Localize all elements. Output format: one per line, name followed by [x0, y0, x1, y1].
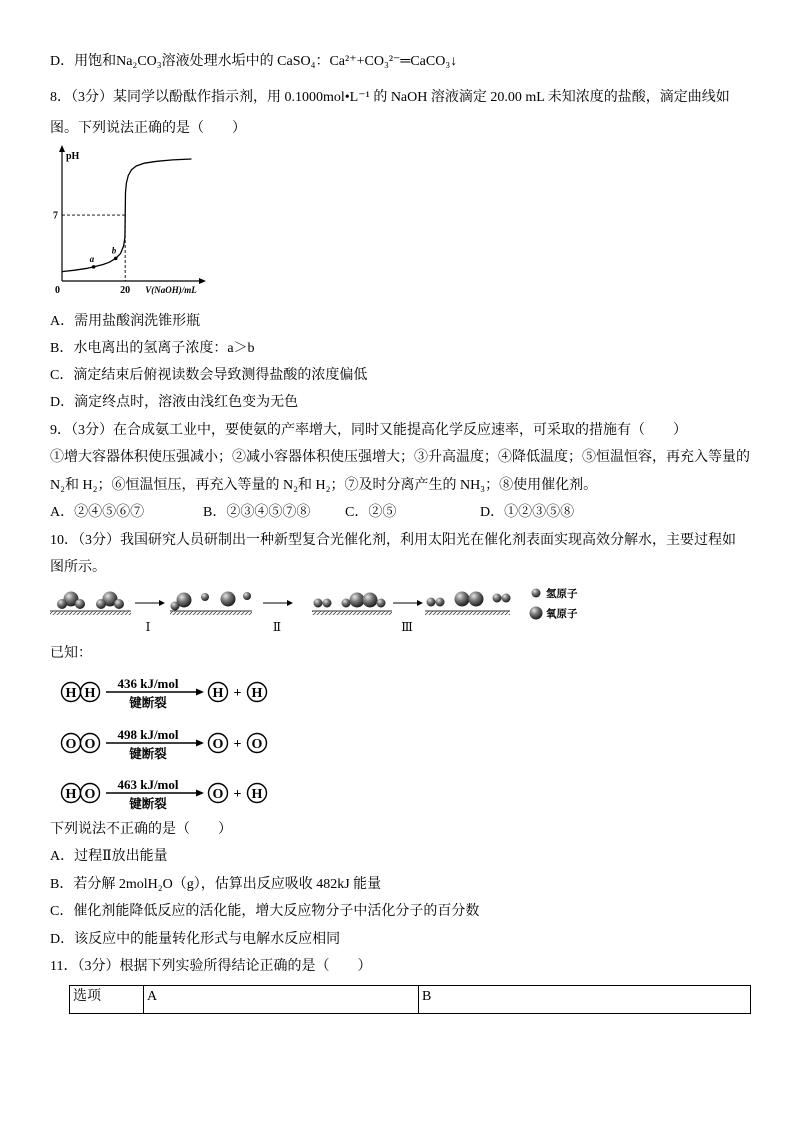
y-axis-label: pH [66, 151, 80, 162]
hydrogen-atom [323, 599, 332, 608]
x-tick-label: 0 [55, 285, 60, 296]
q10-stem-line2: 图所示。 [50, 560, 106, 575]
water-molecule-1 [57, 592, 85, 610]
bond-energy-value: 436 kJ/mol [117, 676, 179, 691]
data-point-label-a: a [89, 253, 95, 264]
process-arrow-3 [393, 600, 423, 606]
oxygen-atom [221, 592, 236, 607]
plus-sign: + [233, 787, 242, 802]
y-tick-label: 7 [53, 210, 58, 222]
y-axis-arrow [59, 145, 65, 152]
hydrogen-atom [96, 599, 106, 609]
atom-letter: H [84, 686, 96, 701]
water-molecule-2 [96, 592, 124, 610]
q10-question: 下列说法不正确的是（ ） [50, 822, 232, 837]
legend-hydrogen-icon [532, 589, 541, 598]
x-axis-arrow [199, 278, 206, 284]
catalyst-surface-3 [312, 611, 392, 615]
q9-option-c: C．②⑤ [345, 505, 397, 520]
bond-row-h-o [62, 777, 267, 811]
hydrogen-atom [427, 598, 436, 607]
legend-hydrogen-label: 氢原子 [546, 589, 578, 600]
table-header-option: 选项 [70, 986, 144, 1013]
stage-2-atoms [171, 592, 252, 611]
atom-letter: H [251, 686, 263, 701]
oxygen-atom [350, 593, 365, 608]
hydrogen-atom [502, 594, 511, 603]
atom-letter: H [212, 686, 224, 701]
hydrogen-atom [314, 599, 323, 608]
hydrogen-atom [243, 592, 251, 600]
atom-letter: O [84, 737, 96, 752]
atom-letter: H [65, 686, 77, 701]
atom-letter: O [65, 737, 77, 752]
catalyst-surface-2 [170, 611, 252, 615]
stage-3-atoms [314, 593, 386, 608]
q9-option-a: A．②④⑤⑥⑦ [50, 505, 145, 520]
water-splitting-diagram [48, 583, 618, 635]
legend-oxygen-icon [530, 607, 543, 620]
oxygen-atom [455, 592, 470, 607]
legend-oxygen-label: 氧原子 [546, 609, 578, 620]
q8-stem-line1: 8．（3分）某同学以酚酞作指示剂，用 0.1000mol•L⁻¹ 的 NaOH 溶液滴定 20.00 mL 未知浓度的盐酸，滴定曲线如 [50, 90, 730, 105]
q9-measures-line2: N₂和 H₂；⑥恒温恒压，再充入等量的 N₂和 H₂；⑦及时分离产生的 NH₃；⑧使用催化剂。 [50, 478, 598, 493]
x-tick-label: 20 [120, 285, 131, 296]
stage-4-atoms [427, 592, 511, 607]
q8-stem-line2: 图。下列说法正确的是（ ） [50, 121, 246, 136]
table-header-a: A [144, 986, 419, 1013]
titration-curve-line [62, 159, 192, 272]
bond-energy-value: 463 kJ/mol [117, 777, 179, 792]
catalyst-surface-4 [425, 611, 510, 615]
arrow-head [196, 740, 204, 747]
hydrogen-atom [436, 598, 445, 607]
data-point-label-b: b [111, 245, 117, 256]
q8-option-b: B．水电离出的氢离子浓度：a＞b [50, 341, 255, 356]
atom-letter: O [251, 737, 263, 752]
q8-option-c: C．滴定结束后俯视读数会导致测得盐酸的浓度偏低 [50, 368, 368, 383]
bond-row-o-o [62, 727, 267, 761]
atom-letter: O [84, 787, 96, 802]
process-label-3: Ⅲ [401, 620, 413, 634]
hydrogen-atom [201, 593, 209, 601]
process-arrow-2 [263, 600, 293, 606]
q10-option-d: D．该反应中的能量转化形式与电解水反应相同 [50, 932, 341, 947]
bond-energy-value: 498 kJ/mol [117, 727, 179, 742]
q8-option-a: A．需用盐酸润洗锥形瓶 [50, 314, 201, 329]
catalyst-surface-1 [50, 611, 131, 615]
hydrogen-atom [114, 599, 124, 609]
q10-option-c: C．催化剂能降低反应的活化能，增大反应物分子中活化分子的百分数 [50, 904, 480, 919]
hydrogen-atom [75, 599, 85, 609]
process-arrow-1 [135, 600, 165, 606]
q10-option-b: B．若分解 2molH₂O（g），估算出反应吸收 482kJ 能量 [50, 877, 382, 892]
x-axis-label: V(NaOH)/mL [145, 285, 197, 295]
hydrogen-atom [493, 594, 502, 603]
q9-measures-line1: ①增大容器体积使压强减小；②减小容器体积使压强增大；③升高温度；④降低温度；⑤恒温恒容，再充入等量的 [50, 450, 750, 465]
atom-letter: H [65, 787, 77, 802]
hydrogen-atom [377, 599, 386, 608]
data-point-a [92, 265, 96, 269]
hydrogen-atom [342, 599, 351, 608]
plus-sign: + [233, 737, 242, 752]
table-header-b: B [422, 989, 432, 1004]
q9-option-b: B．②③④⑤⑦⑧ [203, 505, 311, 520]
q11-stem: 11．（3分）根据下列实验所得结论正确的是（ ） [50, 959, 372, 974]
atom-letter: O [212, 787, 224, 802]
bond-row-h-h [62, 676, 267, 710]
process-label-1: Ⅰ [145, 620, 151, 634]
q11-table [69, 985, 751, 1014]
process-label-2: Ⅱ [272, 620, 282, 634]
arrow-head [196, 790, 204, 797]
bond-caption: 键断裂 [129, 696, 167, 710]
q10-option-a: A．过程Ⅱ放出能量 [50, 849, 168, 864]
q10-stem-line1: 10．（3分）我国研究人员研制出一种新型复合光催化剂，利用太阳光在催化剂表面实现高效分解水，主要过程如 [50, 533, 736, 548]
q7-option-d: D．用饱和Na₂CO₃溶液处理水垢中的 CaSO₄：Ca²⁺+CO₃²⁻═CaCO₃↓ [50, 54, 458, 69]
titration-curve-chart [45, 140, 210, 300]
oxygen-atom [363, 593, 378, 608]
bond-energy-equations [55, 665, 290, 815]
q9-stem: 9．（3分）在合成氨工业中，要使氨的产率增大，同时又能提高化学反应速率，可采取的措施有（ ） [50, 423, 687, 438]
bond-caption: 键断裂 [129, 797, 167, 811]
atom-letter: H [251, 787, 263, 802]
q9-option-d: D．①②③⑤⑧ [480, 505, 575, 520]
oxygen-atom [469, 592, 484, 607]
data-point-b [114, 257, 118, 261]
atom-letter: O [212, 737, 224, 752]
arrow-head [196, 689, 204, 696]
bond-caption: 键断裂 [129, 747, 167, 761]
hydrogen-atom [171, 602, 180, 611]
q10-known-label: 已知： [50, 646, 92, 661]
plus-sign: + [233, 686, 242, 701]
q8-option-d: D．滴定终点时，溶液由浅红色变为无色 [50, 395, 299, 410]
hydrogen-atom [57, 599, 67, 609]
